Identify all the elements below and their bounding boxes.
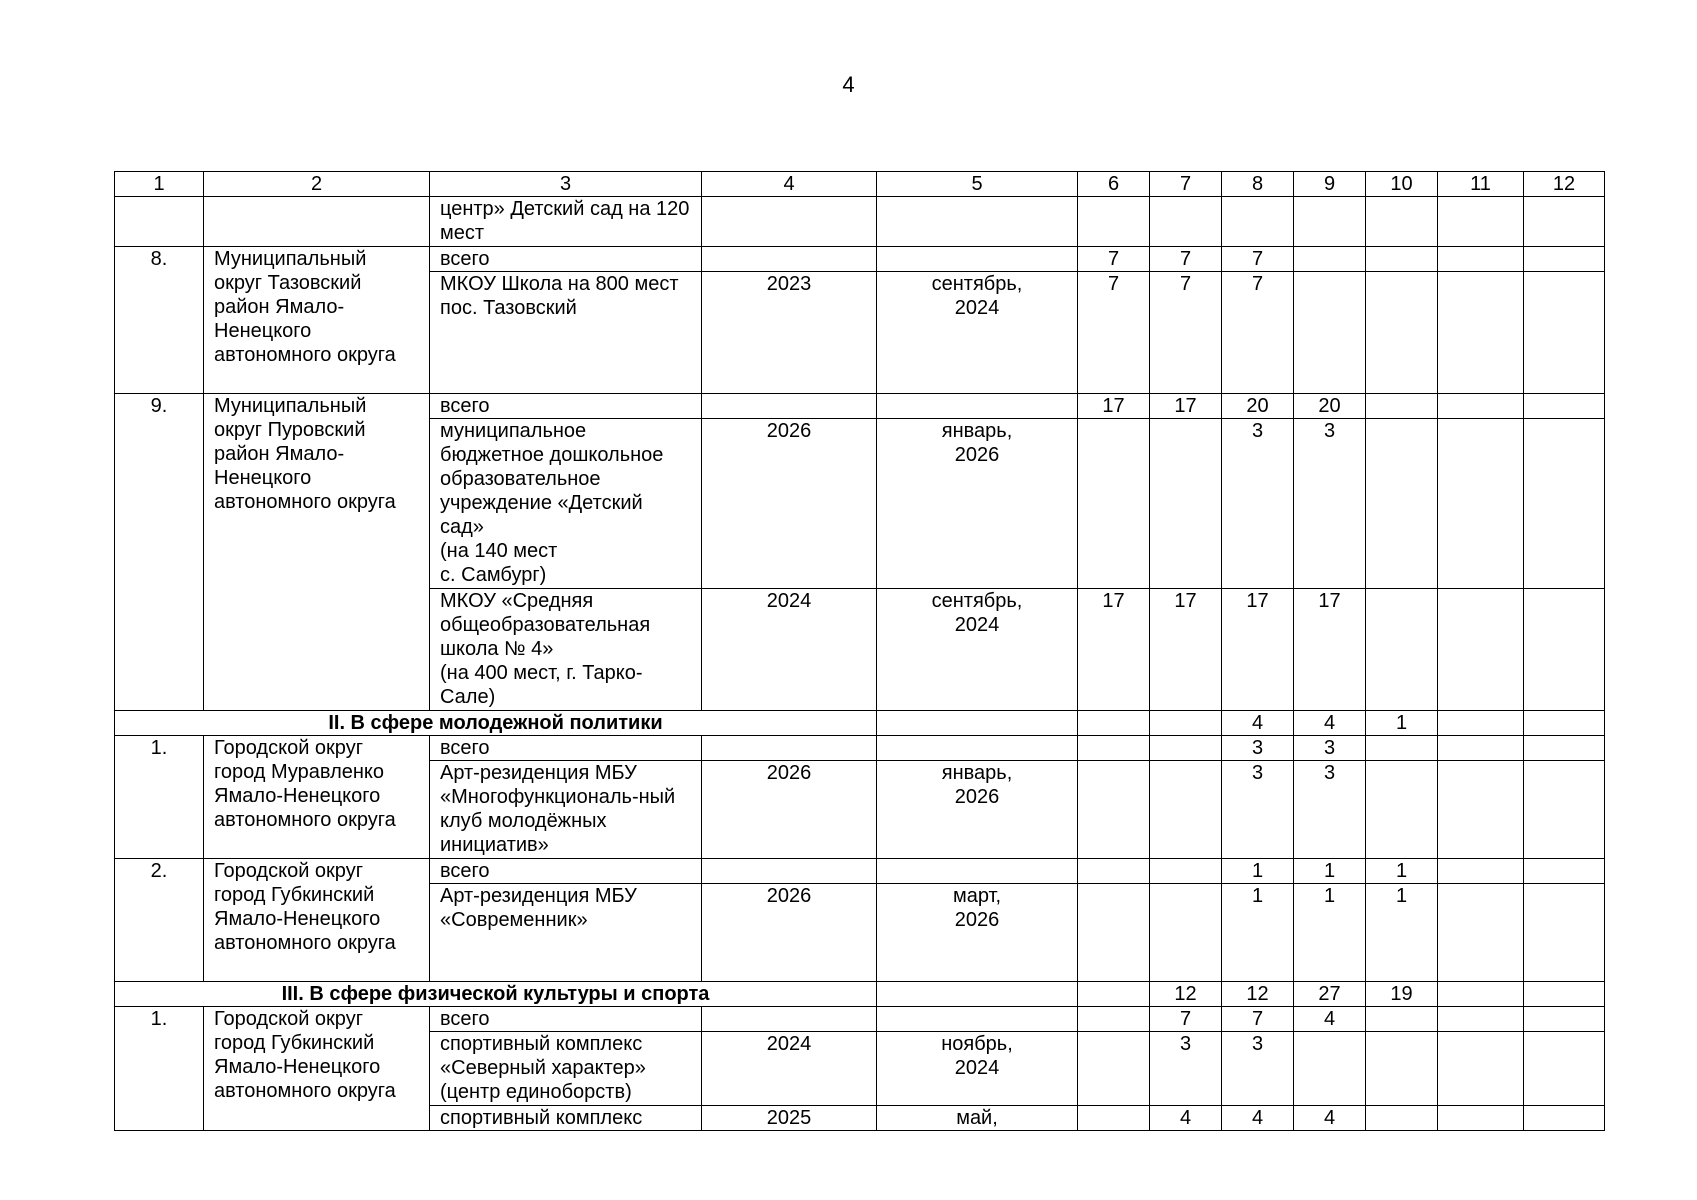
- table-cell: [1078, 419, 1150, 589]
- table-cell: 1: [1222, 884, 1294, 982]
- table-cell: [1524, 1007, 1605, 1032]
- table-cell: 17: [1150, 589, 1222, 711]
- table-cell: [1438, 859, 1524, 884]
- table-cell: [1078, 736, 1150, 761]
- object-cell: центр» Детский сад на 120 мест: [430, 197, 702, 247]
- table-cell: 17: [1078, 394, 1150, 419]
- table-cell: [1524, 711, 1605, 736]
- table-cell: 7: [1222, 1007, 1294, 1032]
- table-cell: [1438, 884, 1524, 982]
- column-header: 2: [204, 172, 430, 197]
- column-header: 4: [702, 172, 877, 197]
- table-cell: [1524, 394, 1605, 419]
- table-cell: [1294, 247, 1366, 272]
- table-cell: [1366, 1007, 1438, 1032]
- table-cell: 3: [1294, 761, 1366, 859]
- table-cell: 3: [1150, 1032, 1222, 1106]
- table-cell: 1: [1294, 884, 1366, 982]
- municipality-cell: [204, 197, 430, 247]
- table-cell: [1150, 884, 1222, 982]
- table-cell: [702, 859, 877, 884]
- table-cell: 7: [1078, 247, 1150, 272]
- table-cell: [1524, 859, 1605, 884]
- table-cell: [1078, 761, 1150, 859]
- object-cell: МКОУ Школа на 800 мест пос. Тазовский: [430, 272, 702, 394]
- table-cell: [1366, 247, 1438, 272]
- table-cell: 2025: [702, 1106, 877, 1131]
- table-cell: 1: [1366, 859, 1438, 884]
- column-header: 7: [1150, 172, 1222, 197]
- municipality-cell: Городской округ город Губкинский Ямало-Ненецкого автономного округа: [204, 859, 430, 982]
- table-cell: [877, 859, 1078, 884]
- table-cell: 4: [1222, 711, 1294, 736]
- table-cell: [1438, 711, 1524, 736]
- table-cell: [1524, 761, 1605, 859]
- table-cell: [702, 736, 877, 761]
- object-cell: всего: [430, 247, 702, 272]
- table-cell: 4: [1294, 1106, 1366, 1131]
- section-title: II. В сфере молодежной политики: [115, 711, 877, 736]
- table-cell: 2026: [702, 884, 877, 982]
- table-cell: 2024: [702, 589, 877, 711]
- table-cell: [877, 1007, 1078, 1032]
- table-row: [115, 736, 1605, 761]
- row-number: 2.: [115, 859, 204, 982]
- municipality-cell: Муниципальный округ Пуровский район Ямало-Ненецкого автономного округа: [204, 394, 430, 711]
- table-cell: [702, 247, 877, 272]
- table-cell: [1524, 247, 1605, 272]
- section-title: III. В сфере физической культуры и спорта: [115, 982, 877, 1007]
- table-cell: [1438, 419, 1524, 589]
- row-number: 9.: [115, 394, 204, 711]
- object-cell: всего: [430, 394, 702, 419]
- object-cell: Арт-резиденция МБУ «Современник»: [430, 884, 702, 982]
- object-cell: всего: [430, 1007, 702, 1032]
- table-cell: [1366, 419, 1438, 589]
- municipality-cell: Городской округ город Губкинский Ямало-Ненецкого автономного округа: [204, 1007, 430, 1131]
- table-cell: [877, 247, 1078, 272]
- table-cell: [1366, 394, 1438, 419]
- column-header: 10: [1366, 172, 1438, 197]
- row-number: 8.: [115, 247, 204, 394]
- table-cell: 3: [1222, 736, 1294, 761]
- table-cell: [1366, 736, 1438, 761]
- table-cell: [1078, 1106, 1150, 1131]
- table-cell: [1150, 419, 1222, 589]
- table-cell: [877, 982, 1078, 1007]
- table-cell: [1366, 197, 1438, 247]
- table-cell: 3: [1222, 761, 1294, 859]
- column-header: 11: [1438, 172, 1524, 197]
- section-row: [115, 711, 1605, 736]
- table-cell: [1366, 1032, 1438, 1106]
- table-cell: [702, 394, 877, 419]
- table-cell: 4: [1294, 1007, 1366, 1032]
- table-cell: январь, 2026: [877, 761, 1078, 859]
- table-cell: [1150, 761, 1222, 859]
- table-cell: [1078, 711, 1150, 736]
- object-cell: Арт-резиденция МБУ «Многофункциональ-ный клуб молодёжных инициатив»: [430, 761, 702, 859]
- table-cell: [1150, 197, 1222, 247]
- table-cell: [877, 197, 1078, 247]
- table-cell: [1294, 1032, 1366, 1106]
- table-row: [115, 394, 1605, 419]
- table-cell: [1438, 589, 1524, 711]
- page-number: 4: [842, 72, 855, 97]
- table-cell: [1078, 1007, 1150, 1032]
- object-cell: муниципальное бюджетное дошкольное образовательное учреждение «Детский сад» (на 140 мест с. Самбург): [430, 419, 702, 589]
- table-cell: [1438, 394, 1524, 419]
- table-cell: 1: [1366, 711, 1438, 736]
- table-cell: [1524, 982, 1605, 1007]
- table-cell: 2026: [702, 761, 877, 859]
- table-cell: [1438, 1032, 1524, 1106]
- table-cell: [1438, 761, 1524, 859]
- table-cell: январь, 2026: [877, 419, 1078, 589]
- table-cell: 3: [1222, 1032, 1294, 1106]
- table-cell: 12: [1150, 982, 1222, 1007]
- table-cell: 20: [1222, 394, 1294, 419]
- table-cell: 17: [1078, 589, 1150, 711]
- table-cell: [1366, 272, 1438, 394]
- table-cell: март, 2026: [877, 884, 1078, 982]
- table-cell: [877, 394, 1078, 419]
- table-cell: [1438, 247, 1524, 272]
- object-cell: спортивный комплекс «Северный характер» (центр единоборств): [430, 1032, 702, 1106]
- table-cell: [1438, 1106, 1524, 1131]
- table-cell: [1438, 1007, 1524, 1032]
- table-row: [115, 197, 1605, 247]
- column-header: 9: [1294, 172, 1366, 197]
- table-cell: [1078, 1032, 1150, 1106]
- table-cell: 7: [1222, 272, 1294, 394]
- table-cell: 17: [1294, 589, 1366, 711]
- table-cell: [1294, 272, 1366, 394]
- table-cell: [702, 1007, 877, 1032]
- table-cell: 4: [1222, 1106, 1294, 1131]
- municipality-cell: Городской округ город Муравленко Ямало-Ненецкого автономного округа: [204, 736, 430, 859]
- table-cell: [1524, 589, 1605, 711]
- table-cell: ноябрь, 2024: [877, 1032, 1078, 1106]
- table-cell: 19: [1366, 982, 1438, 1007]
- table-cell: [1524, 419, 1605, 589]
- table-cell: [1438, 272, 1524, 394]
- table-cell: [1524, 736, 1605, 761]
- table-cell: [877, 711, 1078, 736]
- table-cell: [1438, 982, 1524, 1007]
- object-cell: спортивный комплекс: [430, 1106, 702, 1131]
- column-header: 12: [1524, 172, 1605, 197]
- object-cell: МКОУ «Средняя общеобразовательная школа № 4» (на 400 мест, г. Тарко-Сале): [430, 589, 702, 711]
- column-header: 1: [115, 172, 204, 197]
- table-cell: 4: [1294, 711, 1366, 736]
- object-cell: всего: [430, 859, 702, 884]
- table-cell: [1294, 197, 1366, 247]
- table-row: [115, 859, 1605, 884]
- table-cell: [702, 197, 877, 247]
- table-cell: [1222, 197, 1294, 247]
- data-table: [114, 171, 1605, 1131]
- table-cell: [1150, 859, 1222, 884]
- table-cell: 1: [1222, 859, 1294, 884]
- table-cell: [1524, 1032, 1605, 1106]
- table-cell: [1366, 761, 1438, 859]
- table-row: [115, 1007, 1605, 1032]
- table-cell: 3: [1294, 419, 1366, 589]
- table-cell: 7: [1150, 247, 1222, 272]
- table-cell: 3: [1222, 419, 1294, 589]
- column-header: 8: [1222, 172, 1294, 197]
- table-cell: 7: [1150, 272, 1222, 394]
- table-cell: 17: [1222, 589, 1294, 711]
- table-cell: сентябрь, 2024: [877, 272, 1078, 394]
- table-cell: [1078, 859, 1150, 884]
- table-cell: [1078, 884, 1150, 982]
- section-row: [115, 982, 1605, 1007]
- table-cell: сентябрь, 2024: [877, 589, 1078, 711]
- object-cell: всего: [430, 736, 702, 761]
- table-cell: 27: [1294, 982, 1366, 1007]
- table-cell: 1: [1366, 884, 1438, 982]
- table-cell: [1438, 197, 1524, 247]
- row-number: 1.: [115, 736, 204, 859]
- table-cell: 7: [1078, 272, 1150, 394]
- table-cell: [877, 736, 1078, 761]
- column-header: 6: [1078, 172, 1150, 197]
- municipality-cell: Муниципальный округ Тазовский район Ямало-Ненецкого автономного округа: [204, 247, 430, 394]
- table-cell: 2024: [702, 1032, 877, 1106]
- table-cell: [1438, 736, 1524, 761]
- table-cell: 7: [1150, 1007, 1222, 1032]
- table-cell: [1524, 197, 1605, 247]
- table-cell: [1366, 589, 1438, 711]
- table-cell: 4: [1150, 1106, 1222, 1131]
- table-cell: [1524, 272, 1605, 394]
- column-header: 3: [430, 172, 702, 197]
- table-cell: [1150, 711, 1222, 736]
- table-cell: 2023: [702, 272, 877, 394]
- table-row: [115, 247, 1605, 272]
- table-cell: 17: [1150, 394, 1222, 419]
- header-row: [115, 172, 1605, 197]
- row-number: 1.: [115, 1007, 204, 1131]
- column-header: 5: [877, 172, 1078, 197]
- table-cell: [1524, 1106, 1605, 1131]
- row-number: [115, 197, 204, 247]
- table-cell: [1150, 736, 1222, 761]
- table-cell: 12: [1222, 982, 1294, 1007]
- table-cell: май,: [877, 1106, 1078, 1131]
- table-cell: 7: [1222, 247, 1294, 272]
- table-cell: 3: [1294, 736, 1366, 761]
- table-cell: [1366, 1106, 1438, 1131]
- table-cell: 1: [1294, 859, 1366, 884]
- table-cell: [1524, 884, 1605, 982]
- table-cell: 2026: [702, 419, 877, 589]
- table-cell: [1078, 197, 1150, 247]
- table-cell: [1078, 982, 1150, 1007]
- table-cell: 20: [1294, 394, 1366, 419]
